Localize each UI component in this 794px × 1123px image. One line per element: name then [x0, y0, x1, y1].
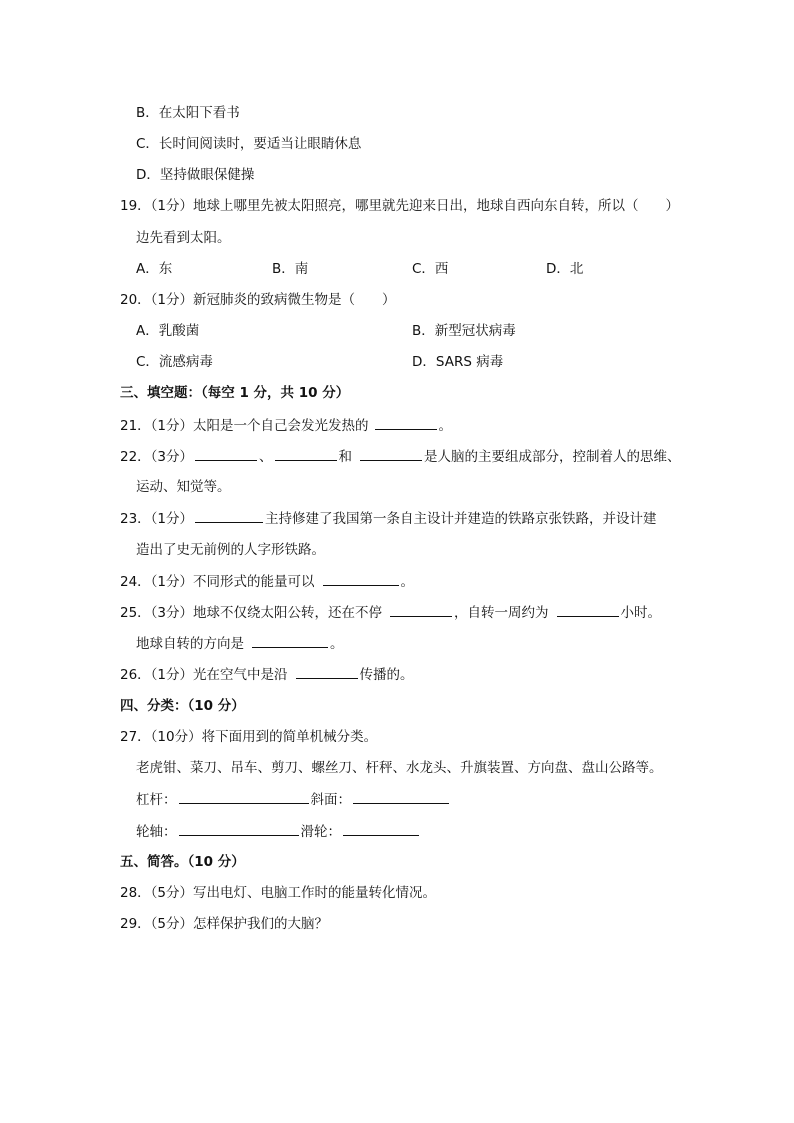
q18-option-d: D．坚持做眼保健操 [136, 167, 255, 183]
q23-blank[interactable] [195, 509, 263, 523]
q27-items: 老虎钳、菜刀、吊车、剪刀、螺丝刀、杆秤、水龙头、升旗装置、方向盘、盘山公路等。 [136, 760, 663, 776]
q27-slope-blank[interactable] [353, 790, 449, 804]
q23-prefix: 23．（1分） [120, 511, 194, 527]
q22-line2: 运动、知觉等。 [136, 479, 231, 495]
section-5-heading: 五、简答。（10 分） [120, 854, 245, 870]
q25-text-d: 地球自转的方向是 [136, 636, 244, 652]
q26 [120, 665, 414, 684]
q22-blank-3[interactable] [360, 447, 422, 461]
q19-option-c: C．西 [412, 261, 449, 277]
q22-prefix: 22．（3分） [120, 449, 194, 465]
q25-blank-2[interactable] [557, 603, 619, 617]
q27-wheel-label: 轮轴： [136, 824, 177, 840]
q19-stem-line1: 19．（1分）地球上哪里先被太阳照亮，哪里就先迎来日出，地球自西向东自转，所以（ ） [120, 198, 680, 214]
q19-option-b: B．南 [272, 261, 309, 277]
q22-sep2: 和 [338, 449, 353, 465]
q25-line1 [120, 603, 661, 622]
q24-text: 24．（1分）不同形式的能量可以 [120, 574, 315, 590]
section-3-heading: 三、填空题：（每空 1 分，共 10 分） [120, 385, 350, 401]
q27-lever-label: 杠杆： [136, 792, 177, 808]
q24-blank[interactable] [323, 572, 399, 586]
q22-suffix: 是人脑的主要组成部分，控制着人的思维、 [424, 449, 681, 465]
q20-option-c: C．流感病毒 [136, 354, 213, 370]
q21-end: 。 [438, 418, 453, 434]
q25-text-b: ，自转一周约为 [454, 605, 549, 621]
q26-text: 26．（1分）光在空气中是沿 [120, 667, 288, 683]
q27-row-1 [136, 790, 451, 809]
q23-line1 [120, 509, 657, 528]
q21-blank[interactable] [375, 416, 437, 430]
q27-pulley-label: 滑轮： [300, 824, 341, 840]
q19-stem-line2: 边先看到太阳。 [136, 230, 231, 246]
q25-text-e: 。 [330, 636, 344, 652]
q18-option-c: C．长时间阅读时，要适当让眼睛休息 [136, 136, 362, 152]
q20-option-b: B．新型冠状病毒 [412, 323, 516, 339]
q23-suffix: 主持修建了我国第一条自主设计并建造的铁路京张铁路，并设计建 [265, 511, 657, 527]
q27-wheel-blank[interactable] [179, 822, 299, 836]
q22-blank-2[interactable] [275, 447, 337, 461]
q18-option-b: B．在太阳下看书 [136, 105, 240, 121]
q27-stem: 27．（10分）将下面用到的简单机械分类。 [120, 729, 378, 745]
q23-line2: 造出了史无前例的人字形铁路。 [136, 542, 325, 558]
q20-option-a: A．乳酸菌 [136, 323, 200, 339]
q22-sep1: 、 [259, 449, 273, 465]
q29: 29．（5分）怎样保护我们的大脑？ [120, 916, 329, 932]
section-4-heading: 四、分类：（10 分） [120, 698, 245, 714]
q21-text: 21．（1分）太阳是一个自己会发光发热的 [120, 418, 369, 434]
q27-row-2 [136, 822, 421, 841]
q25-text-a: 25．（3分）地球不仅绕太阳公转，还在不停 [120, 605, 383, 621]
q28: 28．（5分）写出电灯、电脑工作时的能量转化情况。 [120, 885, 437, 901]
q27-lever-blank[interactable] [179, 790, 309, 804]
q24 [120, 572, 414, 591]
q25-blank-1[interactable] [390, 603, 452, 617]
q27-slope-label: 斜面： [310, 792, 351, 808]
q25-text-c: 小时。 [620, 605, 662, 621]
q26-end: 传播的。 [359, 667, 414, 683]
q22-line1 [120, 447, 681, 466]
q25-blank-3[interactable] [252, 634, 328, 648]
q26-blank[interactable] [296, 665, 358, 679]
q22-blank-1[interactable] [195, 447, 257, 461]
q20-option-d: D．SARS 病毒 [412, 354, 504, 370]
q19-option-a: A．东 [136, 261, 173, 277]
q21 [120, 416, 452, 435]
q20-stem: 20．（1分）新冠肺炎的致病微生物是（ ） [120, 292, 396, 308]
q24-end: 。 [400, 574, 415, 590]
q19-option-d: D．北 [546, 261, 584, 277]
q25-line2 [136, 634, 344, 653]
q27-pulley-blank[interactable] [343, 822, 419, 836]
